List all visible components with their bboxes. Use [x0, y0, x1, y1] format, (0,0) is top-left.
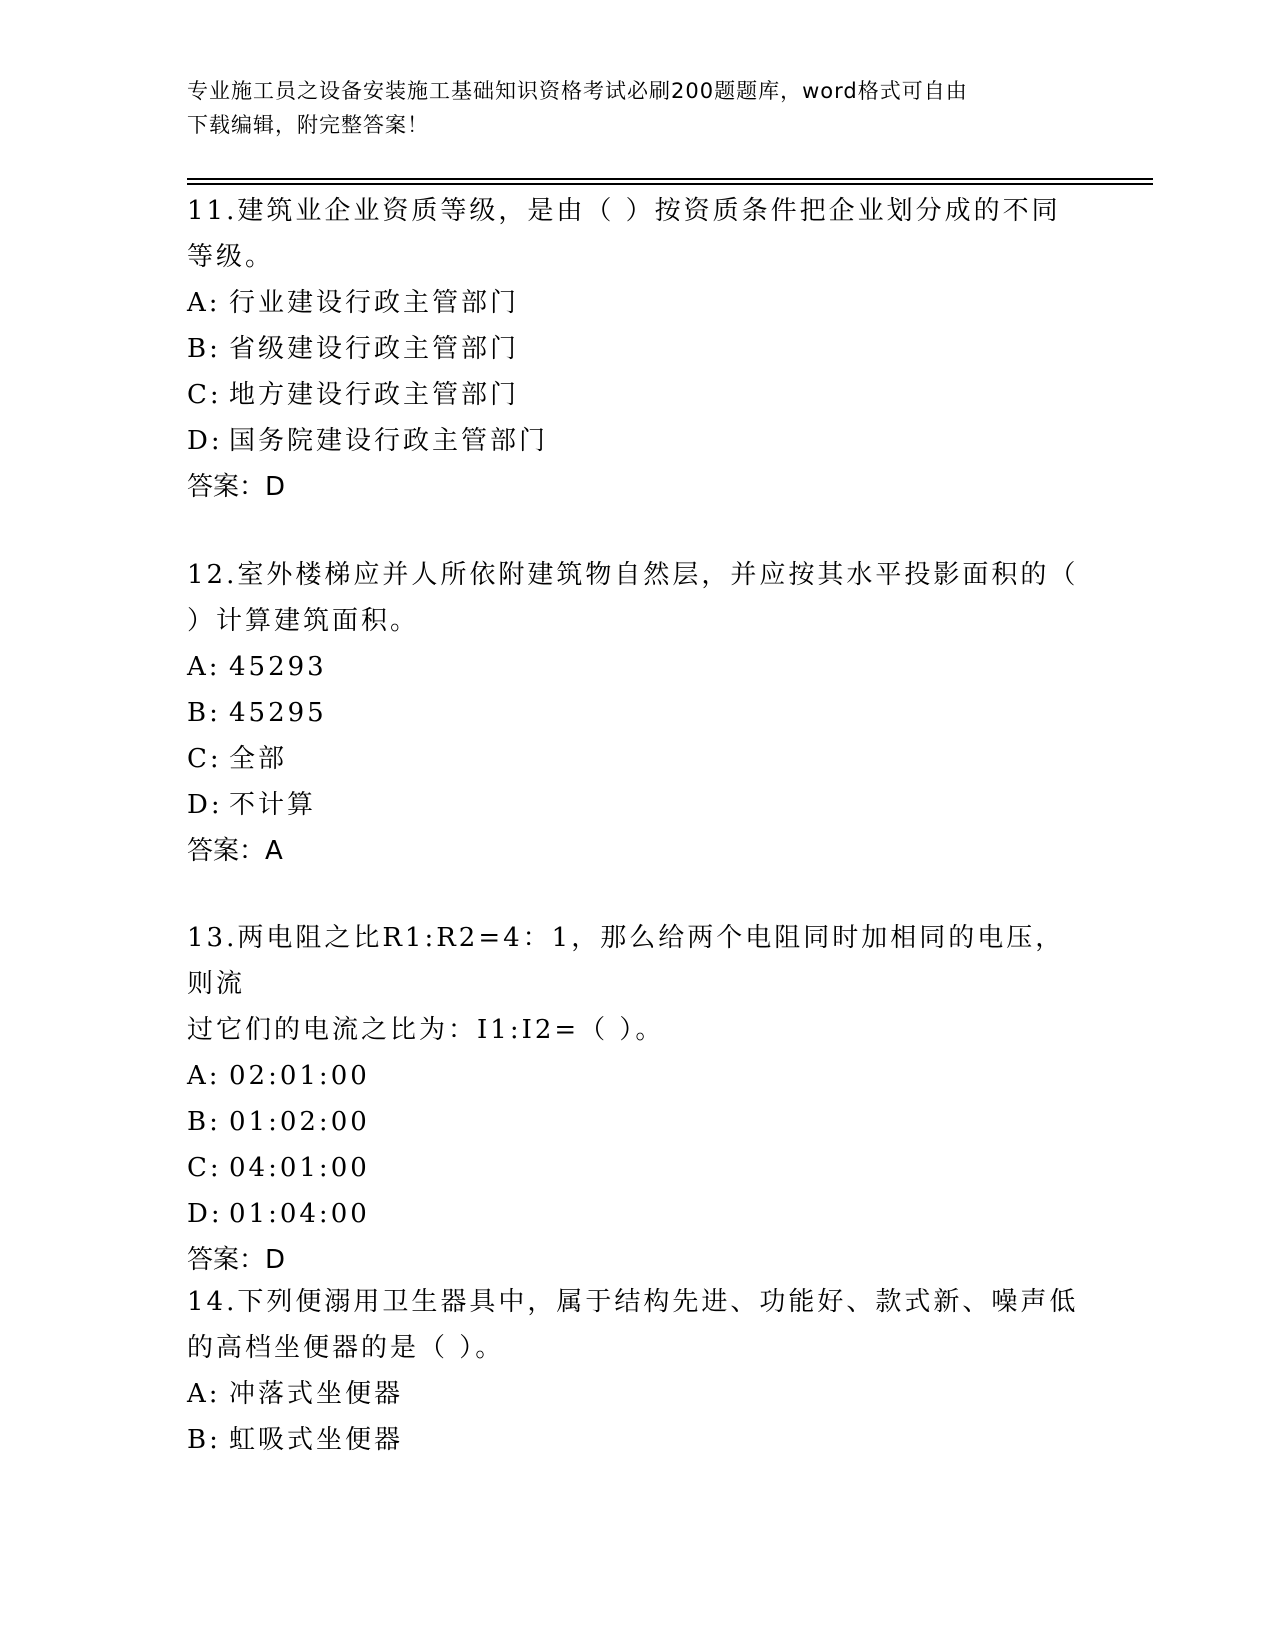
option-b — [187, 1099, 1087, 1145]
option-text: 01:04:00 — [229, 1199, 370, 1229]
option-label: C: — [187, 744, 222, 774]
document-header — [187, 74, 1067, 142]
option-label: B: — [187, 1107, 221, 1137]
question-stem-line-1: 12.室外楼梯应并人所依附建筑物自然层，并应按其水平投影面积的（ — [187, 560, 1079, 590]
option-a — [187, 1053, 1087, 1099]
option-label: A: — [187, 1379, 221, 1409]
answer: 答案：A — [187, 836, 283, 866]
question-stem-line-2: 等级。 — [187, 242, 275, 272]
option-d — [187, 418, 1087, 464]
option-text: 全部 — [229, 744, 288, 774]
option-label: C: — [187, 380, 222, 410]
option-label: B: — [187, 698, 221, 728]
option-label: A: — [187, 652, 221, 682]
option-text: 04:01:00 — [229, 1153, 370, 1183]
option-a — [187, 280, 1087, 326]
question-stem-line-2: 过它们的电流之比为：I1:I2=（ ）。 — [187, 1015, 665, 1045]
option-text: 冲落式坐便器 — [229, 1379, 404, 1409]
answer: 答案：D — [187, 472, 286, 502]
option-a — [187, 1371, 1087, 1417]
option-c — [187, 372, 1087, 418]
question-stem — [187, 552, 1087, 644]
option-a — [187, 644, 1087, 690]
option-text: 不计算 — [229, 790, 317, 820]
option-c — [187, 1145, 1087, 1191]
option-label: A: — [187, 288, 221, 318]
option-label: D: — [187, 1199, 223, 1229]
question-stem-line-1: 13.两电阻之比R1:R2=4：1，那么给两个电阻同时加相同的电压，则流 — [187, 923, 1065, 999]
header-divider-top — [187, 178, 1153, 180]
option-text: 01:02:00 — [229, 1107, 370, 1137]
answer: 答案：D — [187, 1245, 286, 1275]
option-label: A: — [187, 1061, 221, 1091]
question-stem-line-2: ）计算建筑面积。 — [187, 606, 420, 636]
option-label: C: — [187, 1153, 222, 1183]
question-stem-line-2: 的高档坐便器的是（ ）。 — [187, 1333, 505, 1363]
option-label: B: — [187, 1425, 221, 1455]
option-text: 行业建设行政主管部门 — [229, 288, 520, 318]
option-text: 国务院建设行政主管部门 — [229, 426, 549, 456]
option-text: 地方建设行政主管部门 — [229, 380, 520, 410]
option-text: 虹吸式坐便器 — [229, 1425, 404, 1455]
question-stem — [187, 188, 1087, 280]
question-11 — [187, 188, 1087, 510]
question-14 — [187, 1279, 1087, 1463]
option-label: D: — [187, 790, 223, 820]
option-label: D: — [187, 426, 223, 456]
question-12 — [187, 552, 1087, 874]
option-b — [187, 1417, 1087, 1463]
question-stem-line-1: 11.建筑业企业资质等级，是由（ ）按资质条件把企业划分成的不同 — [187, 196, 1061, 226]
question-stem-line-1: 14.下列便溺用卫生器具中，属于结构先进、功能好、款式新、噪声低 — [187, 1287, 1079, 1317]
option-text: 02:01:00 — [229, 1061, 370, 1091]
option-c — [187, 736, 1087, 782]
question-13 — [187, 915, 1087, 1283]
option-d — [187, 782, 1087, 828]
header-divider-bottom — [187, 183, 1153, 185]
option-text: 45295 — [229, 698, 327, 728]
option-b — [187, 326, 1087, 372]
header-line-1: 专业施工员之设备安装施工基础知识资格考试必刷200题题库，word格式可自由 — [187, 79, 968, 103]
option-b — [187, 690, 1087, 736]
option-text: 45293 — [229, 652, 327, 682]
header-line-2: 下载编辑，附完整答案！ — [187, 113, 429, 137]
option-d — [187, 1191, 1087, 1237]
question-stem — [187, 915, 1087, 1053]
option-text: 省级建设行政主管部门 — [229, 334, 520, 364]
option-label: B: — [187, 334, 221, 364]
question-stem — [187, 1279, 1087, 1371]
